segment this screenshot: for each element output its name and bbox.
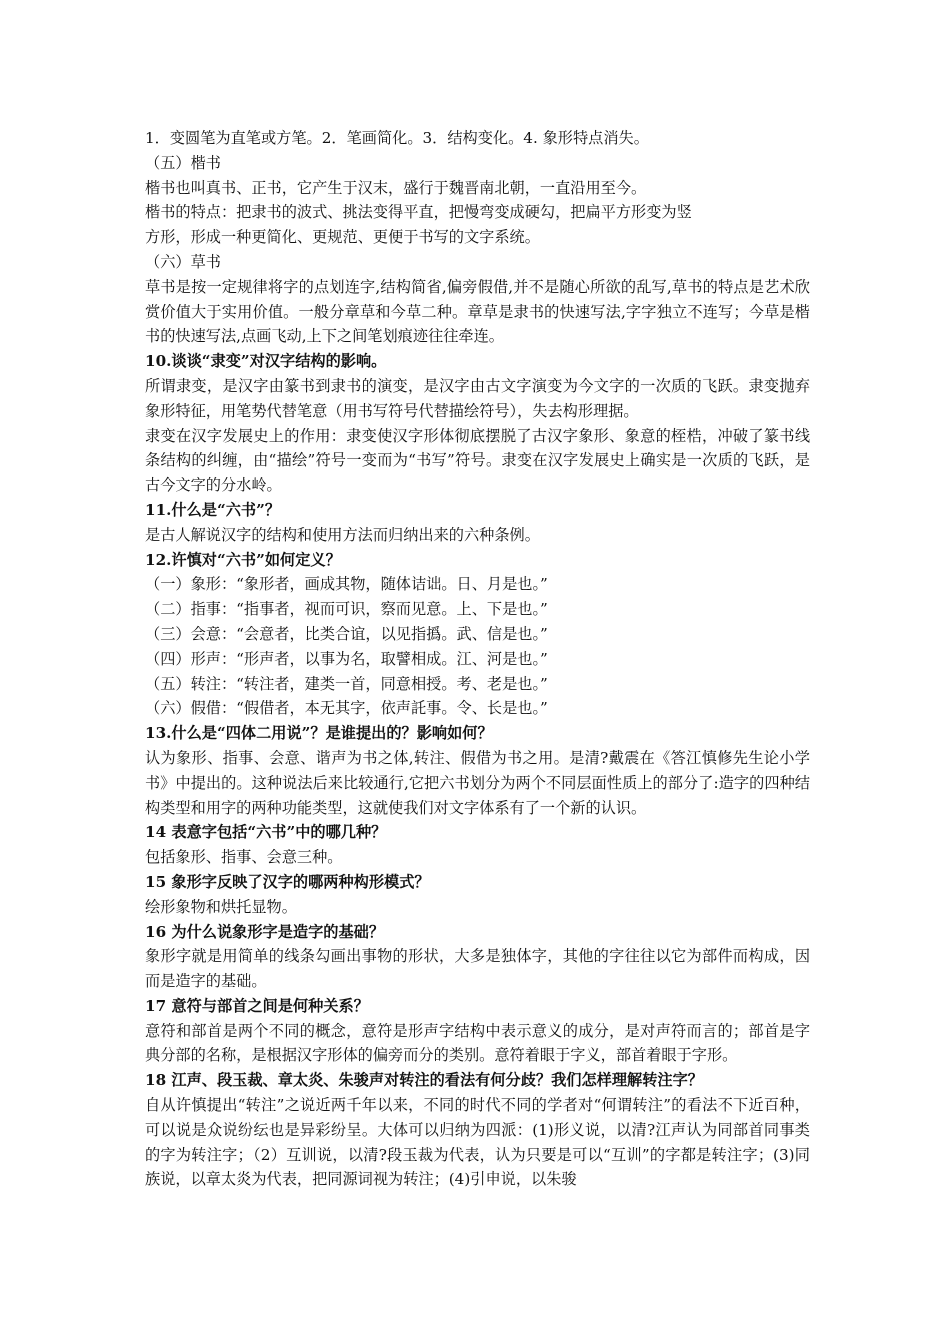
paragraph: 隶变在汉字发展史上的作用：隶变使汉字形体彻底摆脱了古汉字象形、象意的桎梏，冲破了篆书线条结构的纠缠，由“描绘”符号一变而为“书写”符号。隶变在汉字发展史上确实是一次质的飞跃，是古今文字的分水岭。 bbox=[145, 426, 810, 495]
paragraph-line: 楷书的特点：把隶书的波式、挑法变得平直，把慢弯变成硬勾，把扁平方形变为竖 bbox=[145, 203, 692, 222]
answer: 意符和部首是两个不同的概念，意符是形声字结构中表示意义的成分，是对声符而言的；部首是字典分部的名称，是根据汉字形体的偏旁而分的类别。意符着眼于字义，部首着眼于字形。 bbox=[145, 1021, 810, 1065]
list-item: （四）形声：“形声者，以事为名，取譬相成。江、河是也。” bbox=[145, 649, 548, 668]
answer: 包括象形、指事、会意三种。 bbox=[145, 848, 343, 867]
question-heading: 17 意符与部首之间是何种关系？ bbox=[145, 996, 369, 1015]
list-item: （六）假借：“假借者，本无其字，依声託事。令、长是也。” bbox=[145, 699, 548, 718]
question-heading: 11.什么是“六书”？ bbox=[145, 500, 281, 519]
question-heading: 13.什么是“四体二用说”？是谁提出的？影响如何？ bbox=[145, 724, 493, 743]
question-heading: 18 江声、段玉裁、章太炎、朱骏声对转注的看法有何分歧？我们怎样理解转注字？ bbox=[145, 1071, 703, 1090]
list-item: （一）象形：“象形者，画成其物，随体诘诎。日、月是也。” bbox=[145, 575, 548, 594]
section-heading-caoshu: （六）草书 bbox=[145, 252, 221, 271]
list-item: （三）会意：“会意者，比类合谊，以见指撝。武、信是也。” bbox=[145, 624, 548, 643]
section-heading-kaishu: （五）楷书 bbox=[145, 153, 221, 172]
paragraph: 所谓隶变，是汉字由篆书到隶书的演变，是汉字由古文字演变为今文字的一次质的飞跃。隶变抛弃象形特征，用笔势代替笔意（用书写符号代替描绘符号），失去构形理据。 bbox=[145, 376, 810, 420]
question-heading: 12.许慎对“六书”如何定义？ bbox=[145, 550, 341, 569]
paragraph: 楷书也叫真书、正书，它产生于汉末，盛行于魏晋南北朝，一直沿用至今。 bbox=[145, 178, 647, 197]
paragraph-line: 方形，形成一种更简化、更规范、更便于书写的文字系统。 bbox=[145, 228, 540, 247]
answer: 认为象形、指事、会意、谐声为书之体,转注、假借为书之用。是清?戴震在《答江慎修先生论小学书》中提出的。这种说法后来比较通行,它把六书划分为两个不同层面性质上的部分了:造字的四种结构类型和用字的两种功能类型，这就使我们对文字体系有了一个新的认识。 bbox=[145, 748, 810, 817]
intro-line: 1．变圆笔为直笔或方笔。2．笔画简化。3．结构变化。4. 象形特点消失。 bbox=[145, 129, 649, 147]
answer: 绘形象物和烘托显物。 bbox=[145, 897, 297, 916]
list-item: （五）转注：“转注者，建类一首，同意相授。考、老是也。” bbox=[145, 674, 548, 693]
question-heading: 16 为什么说象形字是造字的基础？ bbox=[145, 922, 385, 941]
answer: 自从许慎提出“转注”之说近两千年以来，不同的时代不同的学者对“何谓转注”的看法不下近百种，可以说是众说纷纭也是异彩纷呈。大体可以归纳为四派：(1)形义说，以清?江声认为同部首同事类的字为转注字；（2）互训说，以清?段玉裁为代表，认为只要是可以“互训”的字都是转注字；(3)同族说，以章太炎为代表，把同源词视为转注；(4)引申说，以朱骏 bbox=[145, 1096, 810, 1189]
list-item: （二）指事：“指事者，视而可识，察而见意。上、下是也。” bbox=[145, 600, 548, 619]
document-body bbox=[145, 126, 810, 1192]
question-heading: 14 表意字包括“六书”中的哪几种？ bbox=[145, 823, 387, 842]
paragraph: 草书是按一定规律将字的点划连字,结构简省,偏旁假借,并不是随心所欲的乱写,草书的特点是艺术欣赏价值大于实用价值。一般分章草和今草二种。章草是隶书的快速写法,字字独立不连写；今草是楷书的快速写法,点画飞动,上下之间笔划痕迹往往牵连。 bbox=[145, 277, 810, 346]
answer: 是古人解说汉字的结构和使用方法而归纳出来的六种条例。 bbox=[145, 525, 540, 544]
question-heading: 15 象形字反映了汉字的哪两种构形模式？ bbox=[145, 872, 430, 891]
answer: 象形字就是用简单的线条勾画出事物的形状，大多是独体字，其他的字往往以它为部件而构成，因而是造字的基础。 bbox=[145, 947, 810, 991]
question-heading: 10.谈谈“隶变”对汉字结构的影响。 bbox=[145, 352, 387, 371]
